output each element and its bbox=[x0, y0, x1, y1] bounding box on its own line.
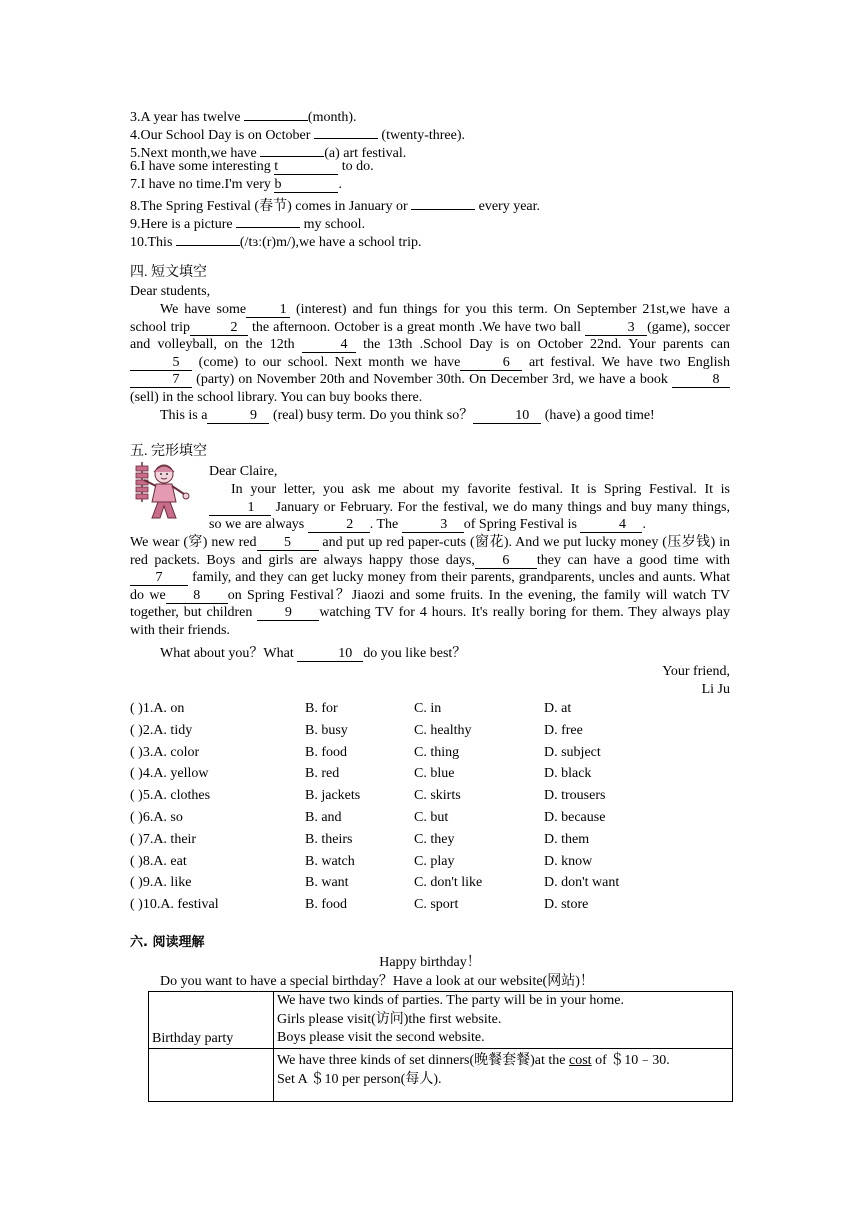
row-content bbox=[274, 1049, 733, 1102]
row-label: Birthday party bbox=[149, 992, 274, 1049]
question-text: 5.Next month,we have bbox=[130, 146, 261, 161]
numbered-blank[interactable]: 4 bbox=[302, 337, 356, 353]
option-choice[interactable]: C. thing bbox=[414, 744, 460, 760]
numbered-blank[interactable]: 8 bbox=[672, 372, 730, 388]
letter-sign-off: Your friend, bbox=[662, 664, 730, 679]
option-choice[interactable]: B. want bbox=[305, 875, 349, 891]
option-choice[interactable]: B. food bbox=[305, 744, 347, 760]
answer-blank[interactable] bbox=[236, 212, 300, 228]
question-text: 6.I have some interesting bbox=[130, 159, 275, 174]
question-text: 3.A year has twelve bbox=[130, 110, 244, 125]
option-choice[interactable]: B. watch bbox=[305, 853, 355, 869]
question-text: (a) art festival. bbox=[324, 146, 407, 161]
row-content bbox=[274, 992, 733, 1049]
section-4-salutation: Dear students, bbox=[130, 284, 211, 299]
numbered-blank[interactable]: 6 bbox=[475, 553, 537, 569]
question-text: 10.This bbox=[130, 235, 176, 250]
option-choice[interactable]: B. food bbox=[305, 897, 347, 913]
option-choice[interactable]: C. in bbox=[414, 701, 442, 716]
question-text: 7.I have no time.I'm very bbox=[130, 177, 275, 192]
question-text: (twenty-three). bbox=[377, 128, 465, 143]
answer-blank[interactable]: t bbox=[274, 159, 338, 175]
answer-blank[interactable] bbox=[411, 194, 475, 210]
option-choice[interactable]: C. healthy bbox=[414, 722, 472, 738]
reading-title: Happy birthday！ bbox=[379, 955, 481, 970]
option-choice[interactable]: B. theirs bbox=[305, 831, 353, 847]
row-line bbox=[277, 1052, 729, 1071]
option-choice[interactable]: B. for bbox=[305, 701, 338, 716]
option-question: ( )9.A. like bbox=[130, 875, 192, 891]
section-6-heading: 六. 阅读理解 bbox=[130, 935, 205, 950]
option-question: ( )2.A. tidy bbox=[130, 722, 193, 738]
numbered-blank[interactable]: 10 bbox=[297, 646, 363, 662]
option-question: ( )5.A. clothes bbox=[130, 788, 211, 804]
numbered-blank[interactable]: 8 bbox=[166, 588, 228, 604]
reading-intro: Do you want to have a special birthday？Have a look at our website(网站)！ bbox=[160, 974, 594, 989]
option-choice[interactable]: D. them bbox=[544, 831, 590, 847]
letter-question: What about you？What 10 do you like best？ bbox=[160, 646, 467, 661]
option-choice[interactable]: C. sport bbox=[414, 897, 459, 913]
answer-blank[interactable] bbox=[260, 141, 324, 157]
question-text: (/tɜː(r)m/),we have a school trip. bbox=[239, 235, 422, 250]
row-line: Girls please visit(访问)the first website. bbox=[277, 1011, 502, 1027]
option-choice[interactable]: D. store bbox=[544, 897, 589, 913]
option-question: ( )3.A. color bbox=[130, 744, 200, 760]
question-text: . bbox=[338, 177, 342, 192]
question-text: 8.The Spring Festival (春节) comes in January or bbox=[130, 199, 412, 214]
row-label bbox=[149, 1049, 274, 1102]
option-choice[interactable]: C. don't like bbox=[414, 875, 483, 891]
row-text: of ＄10﹣30. bbox=[591, 1053, 670, 1068]
row-text: We have three kinds of set dinners(晚餐套餐)at the bbox=[277, 1053, 570, 1068]
underlined-word: cost bbox=[569, 1053, 592, 1068]
option-choice[interactable]: B. and bbox=[305, 810, 342, 825]
question-text: every year. bbox=[475, 199, 541, 214]
numbered-blank[interactable]: 9 bbox=[207, 408, 269, 424]
letter-intro: In your letter, you ask me about my favorite festival. It is Spring Festival. It is 1 January or February. For the festival, we do many things and buy many things, so we are always 2 . The 3 of Spring Festival is 4 . bbox=[209, 482, 730, 532]
question-text: 4.Our School Day is on October bbox=[130, 128, 314, 143]
question-line bbox=[130, 176, 342, 194]
option-choice[interactable]: D. subject bbox=[544, 744, 601, 760]
numbered-blank[interactable]: 2 bbox=[190, 320, 248, 336]
row-line: We have two kinds of parties. The party will be in your home. bbox=[277, 993, 624, 1008]
option-choice[interactable]: D. trousers bbox=[544, 788, 606, 804]
option-question: ( )6.A. so bbox=[130, 810, 183, 825]
table-row bbox=[149, 992, 733, 1049]
option-question: ( )10.A. festival bbox=[130, 897, 219, 913]
numbered-blank[interactable]: 6 bbox=[460, 355, 522, 371]
option-question: ( )7.A. their bbox=[130, 831, 197, 847]
birthday-info-table bbox=[148, 991, 733, 1102]
numbered-blank[interactable]: 10 bbox=[473, 408, 541, 424]
option-question: ( )8.A. eat bbox=[130, 853, 187, 869]
question-line bbox=[130, 230, 422, 252]
question-line bbox=[130, 158, 374, 176]
option-choice[interactable]: D. know bbox=[544, 853, 593, 869]
table-row bbox=[149, 1049, 733, 1102]
option-choice[interactable]: C. but bbox=[414, 810, 449, 825]
letter-body: We wear (穿) new red 5 and put up red paper-cuts (窗花). And we put lucky money (压岁钱) in red packets. Boys and girls are always happy those days, 6 they can have a good time with7 family, and they can get lucky money from their parents, grandparents, uncles and aunts. What do we 8 on Spring Festival？Jiaozi and some fruits. In the evening, the family will watch TV together, but children 9 watching TV for 4 hours. It's really boring for them. They always play with their friends. bbox=[130, 535, 730, 638]
option-choice[interactable]: B. red bbox=[305, 766, 340, 782]
option-choice[interactable]: C. play bbox=[414, 853, 455, 869]
option-choice[interactable]: B. jackets bbox=[305, 788, 361, 804]
numbered-blank[interactable]: 1 bbox=[209, 500, 271, 516]
option-question: ( )1.A. on bbox=[130, 701, 185, 716]
option-choice[interactable]: C. skirts bbox=[414, 788, 461, 804]
option-choice[interactable]: D. black bbox=[544, 766, 592, 782]
numbered-blank[interactable]: 2 bbox=[308, 517, 370, 533]
option-question: ( )4.A. yellow bbox=[130, 766, 209, 782]
numbered-blank[interactable]: 9 bbox=[257, 605, 319, 621]
answer-blank[interactable] bbox=[314, 123, 378, 139]
letter-signature: Li Ju bbox=[701, 682, 730, 697]
answer-blank[interactable] bbox=[176, 230, 240, 246]
numbered-blank[interactable]: 5 bbox=[130, 355, 192, 371]
numbered-blank[interactable]: 4 bbox=[580, 517, 642, 533]
question-text: 9.Here is a picture bbox=[130, 217, 237, 232]
numbered-blank[interactable]: 5 bbox=[257, 535, 319, 551]
question-text: to do. bbox=[338, 159, 374, 174]
numbered-blank[interactable]: 3 bbox=[402, 517, 464, 533]
question-text: my school. bbox=[300, 217, 366, 232]
option-choice[interactable]: B. busy bbox=[305, 722, 348, 738]
question-text: (month). bbox=[307, 110, 357, 125]
section-4-closing: This is a 9 (real) busy term. Do you think so？ 10 (have) a good time! bbox=[160, 408, 655, 423]
section-5-heading: 五. 完形填空 bbox=[130, 444, 207, 459]
section-4-passage: We have some 1 (interest) and fun things for you this term. On September 21st,we have a school trip 2 the afternoon. October is a great month .We have two ball 3 (game), soccer and volleyball, on the 12th 4 the 13th .School Day is on October 22nd. Your parents can5 (come) to our school. Next month we have 6 art festival. We have two English7 (party) on November 20th and November 30th. On December 3rd, we have a book 8(sell) in the school library. You can buy books there. bbox=[130, 302, 731, 405]
letter-salutation: Dear Claire, bbox=[209, 464, 278, 479]
row-line: Boys please visit the second website. bbox=[277, 1030, 485, 1045]
option-choice[interactable]: D. don't want bbox=[544, 875, 620, 891]
answer-blank[interactable] bbox=[244, 105, 308, 121]
numbered-blank[interactable]: 7 bbox=[130, 372, 192, 388]
numbered-blank[interactable]: 7 bbox=[130, 570, 188, 586]
option-choice[interactable]: C. they bbox=[414, 831, 455, 847]
numbered-blank[interactable]: 3 bbox=[585, 320, 647, 336]
option-choice[interactable]: C. blue bbox=[414, 766, 455, 782]
section-4-heading: 四. 短文填空 bbox=[130, 265, 207, 280]
option-choice[interactable]: D. free bbox=[544, 722, 583, 738]
option-choice[interactable]: D. at bbox=[544, 701, 572, 716]
child-with-firecrackers-illustration bbox=[128, 460, 200, 524]
option-choice[interactable]: D. because bbox=[544, 810, 606, 825]
answer-blank[interactable]: b bbox=[274, 177, 338, 193]
numbered-blank[interactable]: 1 bbox=[246, 302, 290, 318]
row-line: Set A ＄10 per person(每人). bbox=[277, 1071, 442, 1087]
